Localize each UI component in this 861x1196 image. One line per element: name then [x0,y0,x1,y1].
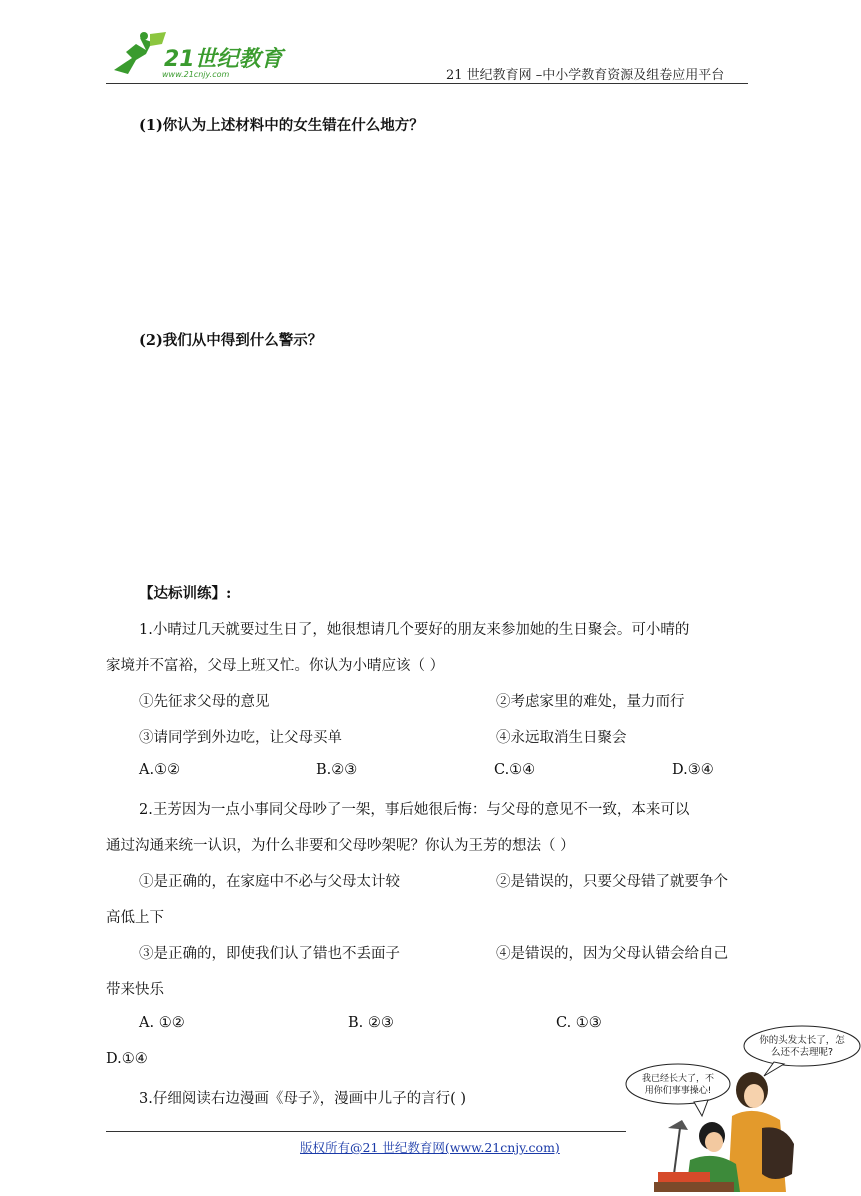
copyright-link[interactable]: 版权所有@21 世纪教育网(www.21cnjy.com) [300,1140,560,1155]
q2-choice-d: D.①④ [106,1051,148,1067]
logo-text: 21世纪教育 [164,47,283,72]
q3-stem: 3.仔细阅读右边漫画《母子》，漫画中儿子的言行( ) [139,1091,467,1107]
question-2: (2)我们从中得到什么警示？ [139,332,323,349]
q2-option-4-cont: 带来快乐 [106,982,164,998]
q1-choice-c: C.①④ [494,762,536,778]
q1-stem-line2: 家境并不富裕，父母上班又忙。你认为小晴应该（ ） [106,658,445,674]
header-divider [106,83,748,84]
q2-option-4: ④是错误的，因为父母认错会给自己 [496,946,728,962]
q2-choice-c: C. ①③ [556,1015,602,1031]
q1-choice-d: D.③④ [672,762,714,778]
son-bubble-line1: 我已经长大了，不 [641,1074,715,1084]
q2-option-3: ③是正确的，即使我们认了错也不丢面子 [139,946,400,962]
q1-stem-line1: 1.小晴过几天就要过生日了，她很想请几个要好的朋友来参加她的生日聚会。可小晴的 [139,622,690,638]
mother-bubble-line2: 么还不去理呢? [770,1047,834,1058]
q1-option-4: ④永远取消生日聚会 [496,730,627,746]
site-name: 21 世纪教育网 –中小学教育资源及组卷应用平台 [446,68,725,83]
q2-stem-line2: 通过沟通来统一认识，为什么非要和父母吵架呢？你认为王芳的想法（ ） [106,838,575,854]
question-1: (1)你认为上述材料中的女生错在什么地方？ [139,117,424,134]
q2-stem-line1: 2.王芳因为一点小事同父母吵了一架，事后她很后悔：与父母的意见不一致，本来可以 [139,802,690,818]
q1-option-2: ②考虑家里的难处，量力而行 [496,694,685,710]
q2-option-2: ②是错误的，只要父母错了就要争个 [496,874,728,890]
son-bubble-line2: 用你们事事操心! [644,1086,712,1096]
cartoon-mother-and-son [624,1024,861,1192]
q1-choice-b: B.②③ [316,762,358,778]
q1-choice-a: A.①② [139,762,181,778]
site-logo [106,30,286,82]
q2-option-2-cont: 高低上下 [106,910,164,926]
q1-option-1: ①先征求父母的意见 [139,694,270,710]
mother-bubble-line1: 你的头发太长了，怎 [759,1035,845,1046]
section-title: 【达标训练】: [139,585,232,602]
q2-choice-a: A. ①② [139,1015,185,1031]
footer-divider [106,1131,626,1132]
q2-choice-b: B. ②③ [348,1015,394,1031]
q2-option-1: ①是正确的，在家庭中不必与父母太计较 [139,874,400,890]
logo-url: www.21cnjy.com [162,70,230,79]
q1-option-3: ③请同学到外边吃，让父母买单 [139,730,342,746]
